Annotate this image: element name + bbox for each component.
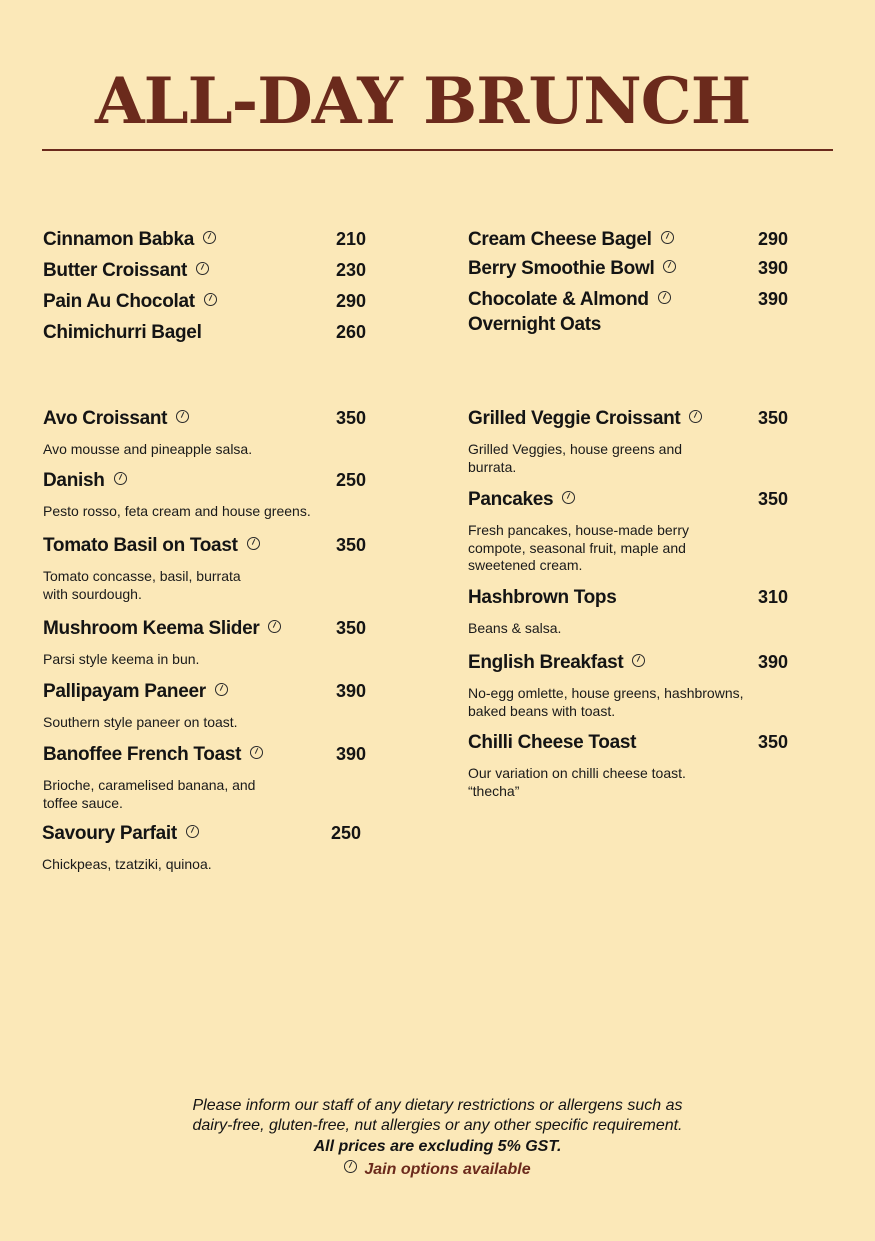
item-name (468, 587, 617, 609)
item-description-line: No-egg omlette, house greens, hashbrowns, (468, 685, 744, 701)
item-description (43, 568, 241, 603)
item-price: 290 (758, 229, 789, 249)
item-description (468, 765, 686, 800)
jain-option-icon (215, 683, 228, 696)
item-description (42, 856, 212, 874)
jain-option-icon (247, 537, 260, 550)
item-description-line: “thecha” (468, 782, 520, 799)
item-name-text: Pancakes (468, 489, 554, 510)
item-name-text: Tomato Basil on Toast (43, 535, 238, 556)
item-name (43, 229, 216, 251)
item-price: 350 (758, 408, 789, 428)
item-name-text: Pain Au Chocolat (43, 291, 195, 312)
item-name (468, 408, 702, 430)
item-price: 310 (758, 587, 789, 607)
item-price: 390 (758, 258, 789, 278)
item-price: 260 (336, 322, 367, 342)
item-name-text: Avo Croissant (43, 408, 168, 429)
item-name-text: Berry Smoothie Bowl (468, 258, 655, 279)
item-name-text: Savoury Parfait (42, 823, 177, 844)
item-description (468, 620, 561, 638)
item-name-text: Danish (43, 470, 105, 491)
item-name (43, 681, 228, 703)
item-name-text: English Breakfast (468, 652, 624, 673)
item-description (468, 522, 689, 575)
jain-option-icon (196, 262, 209, 275)
item-name-text: Butter Croissant (43, 260, 188, 281)
item-name (42, 823, 199, 845)
jain-option-icon (114, 472, 127, 485)
item-price: 390 (758, 289, 789, 309)
item-description-line: burrata. (468, 458, 517, 475)
item-name-text: Banoffee French Toast (43, 744, 242, 765)
jain-option-icon (663, 260, 676, 273)
item-name-text: Chilli Cheese Toast (468, 732, 637, 753)
item-price: 250 (336, 470, 367, 490)
item-name (43, 744, 263, 766)
item-price: 390 (336, 681, 367, 701)
item-description (43, 714, 238, 732)
title-divider (42, 149, 833, 151)
item-name-text: Hashbrown Tops (468, 587, 617, 608)
item-price: 390 (336, 744, 367, 764)
item-description-line: Brioche, caramelised banana, and (43, 777, 256, 793)
dietary-note (0, 1096, 875, 1136)
item-name-text: Grilled Veggie Croissant (468, 408, 681, 429)
item-description-line: Beans & salsa. (468, 620, 562, 636)
jain-option-icon (689, 410, 702, 423)
item-description (468, 441, 682, 476)
item-name (468, 732, 636, 754)
item-description-line: with sourdough. (43, 585, 142, 602)
item-price: 350 (758, 732, 789, 752)
item-name (43, 322, 202, 344)
jain-legend (0, 1160, 875, 1180)
item-description (43, 503, 311, 521)
item-description-line: sweetened cream. (468, 557, 583, 573)
jain-option-icon (204, 293, 217, 306)
item-name (43, 291, 217, 313)
jain-option-icon (186, 825, 199, 838)
item-name (43, 535, 260, 557)
item-description-line: Tomato concasse, basil, burrata (43, 568, 241, 584)
item-description-line: Avo mousse and pineapple salsa. (43, 441, 253, 457)
jain-option-icon (268, 620, 281, 633)
jain-legend-label: Jain options available (364, 1161, 531, 1178)
item-name-text: Cinnamon Babka (43, 229, 194, 250)
item-name (468, 652, 645, 674)
item-price: 210 (336, 229, 367, 249)
item-price: 250 (331, 823, 362, 843)
item-description-line: Parsi style keema in bun. (43, 651, 200, 667)
item-price: 350 (336, 408, 367, 428)
item-description-line: Our variation on chilli cheese toast. (468, 765, 686, 781)
item-price: 350 (758, 489, 789, 509)
item-name-text: Chocolate & Almond (468, 289, 649, 310)
item-price: 390 (758, 652, 789, 672)
item-description (43, 777, 255, 812)
item-name (43, 470, 127, 492)
jain-option-icon (661, 231, 674, 244)
item-description-line: compote, seasonal fruit, maple and (468, 539, 686, 556)
item-description-line: Southern style paneer on toast. (43, 714, 238, 730)
item-name (468, 229, 674, 251)
item-description-line: Pesto rosso, feta cream and house greens. (43, 503, 311, 519)
item-description-line: Grilled Veggies, house greens and (468, 441, 683, 457)
item-description-line: baked beans with toast. (468, 702, 616, 719)
item-name-line2: Overnight Oats (468, 314, 602, 335)
item-name (43, 260, 209, 282)
jain-option-icon (658, 291, 671, 304)
item-name (468, 258, 676, 280)
item-description-line: toffee sauce. (43, 794, 123, 811)
item-name (468, 489, 575, 511)
jain-option-icon (562, 491, 575, 504)
jain-option-icon (632, 654, 645, 667)
page-title: ALL-DAY BRUNCH (95, 64, 751, 139)
item-price: 350 (336, 618, 367, 638)
item-name-text: Pallipayam Paneer (43, 681, 206, 702)
item-price: 350 (336, 535, 367, 555)
item-description-line: Fresh pancakes, house-made berry (468, 522, 689, 538)
dietary-note-line1: Please inform our staff of any dietary restrictions or allergens such as (192, 1097, 683, 1114)
jain-option-icon (344, 1160, 357, 1173)
item-description-line: Chickpeas, tzatziki, quinoa. (42, 856, 212, 872)
gst-note: All prices are excluding 5% GST. (313, 1138, 562, 1155)
item-price: 230 (336, 260, 367, 280)
jain-option-icon (176, 410, 189, 423)
item-price: 290 (336, 291, 367, 311)
item-description (43, 651, 199, 669)
item-name-text: Mushroom Keema Slider (43, 618, 260, 639)
item-name (43, 408, 189, 430)
item-name (43, 618, 281, 640)
jain-option-icon (203, 231, 216, 244)
item-description (468, 685, 744, 720)
item-name (468, 289, 671, 311)
item-name-text: Cream Cheese Bagel (468, 229, 652, 250)
item-name-text: Chimichurri Bagel (43, 322, 202, 343)
item-description (43, 441, 252, 459)
dietary-note-line2: dairy-free, gluten-free, nut allergies or any other specific requirement. (192, 1117, 683, 1134)
jain-option-icon (250, 746, 263, 759)
